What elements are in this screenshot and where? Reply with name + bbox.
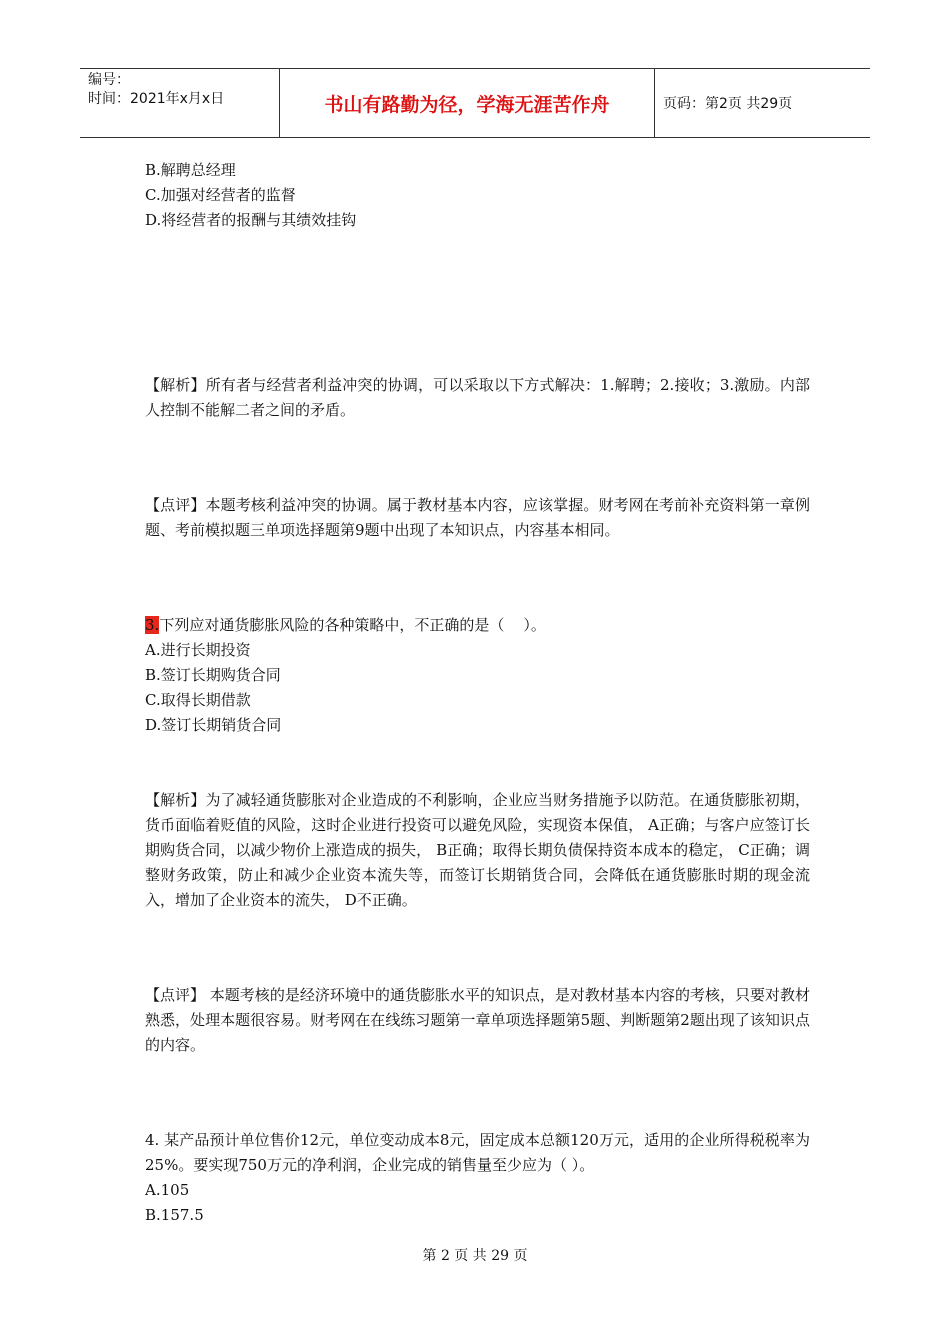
header-page-info: 页码：第2页 共29页 [663, 96, 793, 112]
q3-option-a: A.进行长期投资 [145, 641, 251, 659]
q3-analysis: 【解析】为了减轻通货膨胀对企业造成的不利影响，企业应当财务措施予以防范。在通货膨胀初期，货币面临着贬值的风险，这时企业进行投资可以避免风险，实现资本保值， A正确；与客户应签订长期购货合同，以减少物价上涨造成的损失， B正确；取得长期负债保持资本成本的稳定， C正确；调整财务政策，防止和减少企业资本流失等，而签订长期销货合同，会降低在通货膨胀时期的现金流入，增加了企业资本的流失， D不正确。 [145, 791, 810, 909]
q2-option-b: B.解聘总经理 [145, 161, 236, 179]
q4-stem: 4. 某产品预计单位售价12元，单位变动成本8元，固定成本总额120万元，适用的企业所得税税率为25%。要实现750万元的净利润，企业完成的销售量至少应为（ ）。 [145, 1131, 810, 1174]
q4-option-a: A.105 [145, 1181, 190, 1199]
header-meta [80, 69, 280, 137]
doc-time-label: 时间：2021年x月x日 [88, 91, 225, 107]
q3-option-c: C.取得长期借款 [145, 691, 251, 709]
q3-stem-line [145, 613, 810, 638]
q4-option-b: B.157.5 [145, 1206, 204, 1224]
q2-analysis: 【解析】所有者与经营者利益冲突的协调，可以采取以下方式解决：1.解聘；2.接收；3.激励。内部人控制不能解二者之间的矛盾。 [145, 376, 810, 419]
q3-number-highlight: 3. [145, 616, 160, 634]
q2-comment: 【点评】本题考核利益冲突的协调。属于教材基本内容，应该掌握。财考网在考前补充资料第一章例题、考前模拟题三单项选择题第9题中出现了本知识点，内容基本相同。 [145, 496, 810, 539]
q3-stem: 下列应对通货膨胀风险的各种策略中，不正确的是（ ）。 [159, 616, 546, 634]
header-motto: 书山有路勤为径，学海无涯苦作舟 [280, 69, 655, 137]
page-footer: 第 2 页 共 29 页 [422, 1248, 528, 1264]
doc-id-label: 编号： [88, 72, 130, 88]
q2-option-c: C.加强对经营者的监督 [145, 186, 296, 204]
page-header [80, 68, 870, 138]
q3-option-b: B.签订长期购货合同 [145, 666, 281, 684]
q3-option-d: D.签订长期销货合同 [145, 716, 282, 734]
q2-option-d: D.将经营者的报酬与其绩效挂钩 [145, 211, 357, 229]
q3-comment: 【点评】 本题考核的是经济环境中的通货膨胀水平的知识点，是对教材基本内容的考核，只要对教材熟悉，处理本题很容易。财考网在在线练习题第一章单项选择题第5题、判断题第2题出现了该知识点的内容。 [145, 986, 810, 1054]
document-body [145, 158, 810, 1228]
